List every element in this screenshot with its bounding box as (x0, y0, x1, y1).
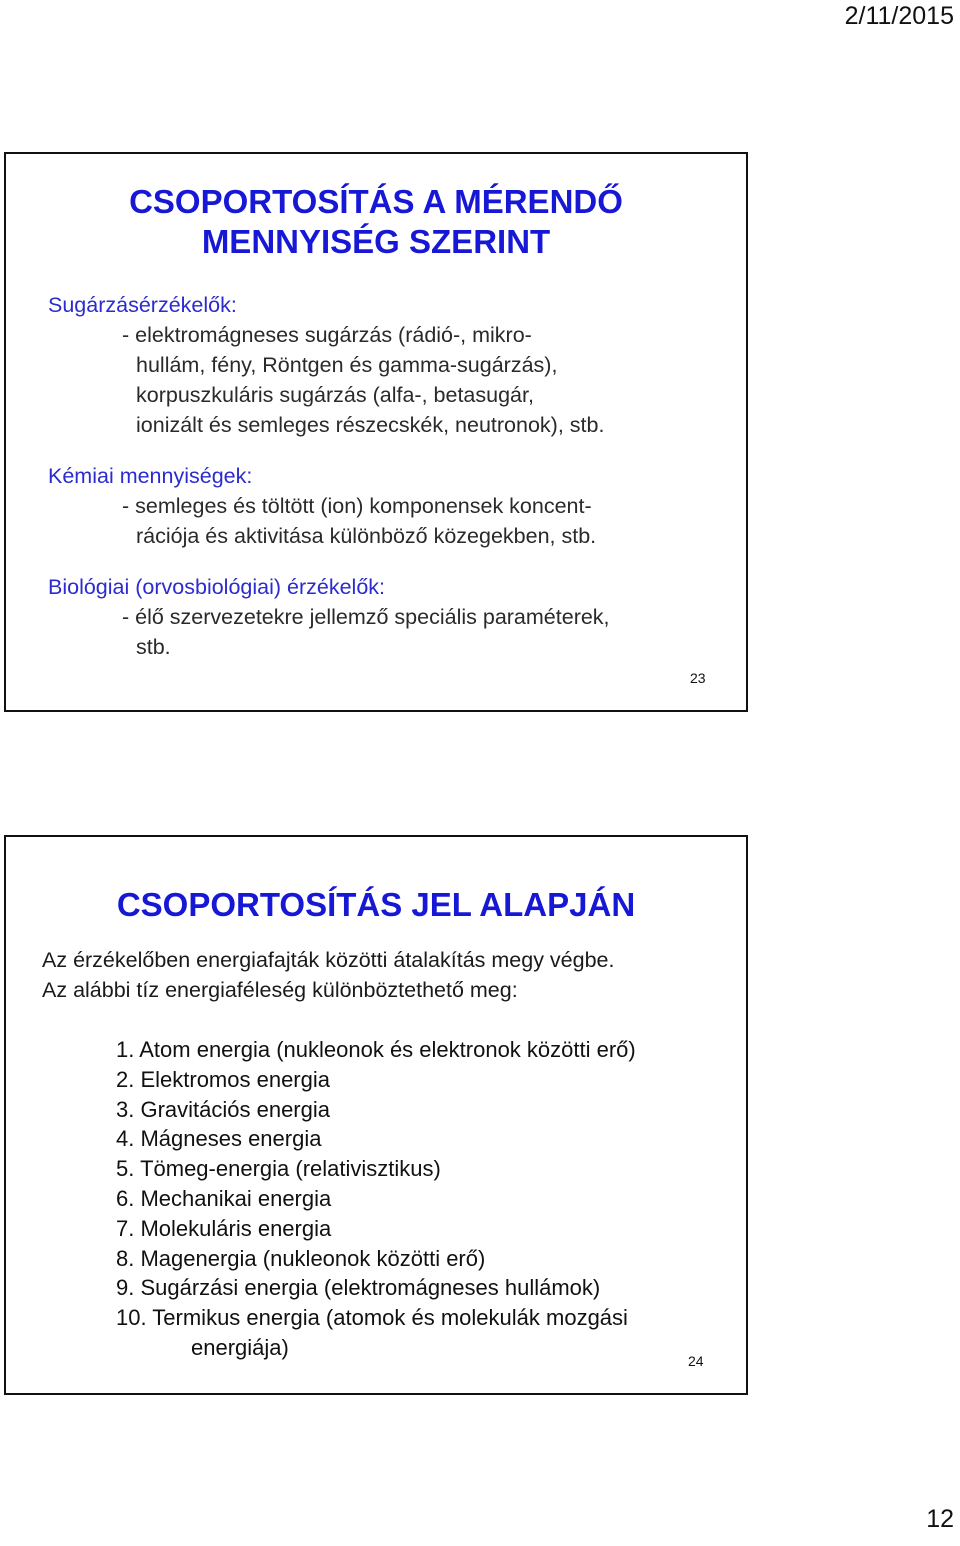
list-item: 5. Tömeg-energia (relativisztikus) (116, 1156, 441, 1182)
slide-title-line: CSOPORTOSÍTÁS A MÉRENDŐ (129, 183, 623, 220)
bullet-line: korpuszkuláris sugárzás (alfa-, betasugár, (136, 383, 534, 407)
bullet-line: stb. (136, 635, 171, 659)
section-heading: Sugárzásérzékelők: (48, 293, 237, 317)
list-item: 9. Sugárzási energia (elektromágneses hullámok) (116, 1275, 601, 1301)
section-heading: Biológiai (orvosbiológiai) érzékelők: (48, 575, 385, 599)
slide-title (6, 154, 746, 262)
list-item: 4. Mágneses energia (116, 1126, 322, 1152)
energy-type-list (116, 1035, 736, 1363)
slide-title-line: MENNYISÉG SZERINT (201, 223, 551, 260)
list-item: 1. Atom energia (nukleonok és elektronok közötti erő) (116, 1037, 636, 1062)
slide-title: CSOPORTOSÍTÁS JEL ALAPJÁN (116, 886, 636, 923)
list-item: 6. Mechanikai energia (116, 1185, 332, 1211)
intro-line: Az alábbi tíz energiaféleség különböztethető meg: (42, 978, 518, 1002)
bullet-line: - elektromágneses sugárzás (rádió-, mikro- (122, 323, 532, 347)
list-item: energiája) (191, 1334, 289, 1360)
bullet-line: rációja és aktivitása különböző közegekben, stb. (136, 524, 597, 548)
intro-line: Az érzékelőben energiafajták közötti átalakítás megy végbe. (42, 948, 615, 972)
slide-23 (4, 152, 748, 712)
section-heading: Kémiai mennyiségek: (48, 464, 253, 488)
slide-number: 24 (688, 1353, 704, 1369)
page-date: 2/11/2015 (844, 2, 954, 30)
list-item: 3. Gravitációs energia (116, 1096, 330, 1122)
slide-number: 23 (690, 670, 706, 686)
bullet-line: - semleges és töltött (ion) komponensek koncent- (122, 494, 592, 518)
bullet-line: - élő szervezetekre jellemző speciális paraméterek, (122, 605, 610, 629)
slide-intro (42, 945, 732, 1005)
page-number: 12 (926, 1505, 954, 1533)
slide-24 (4, 835, 748, 1395)
bullet-line: ionizált és semleges részecskék, neutronok), stb. (136, 413, 605, 437)
bullet-line: hullám, fény, Röntgen és gamma-sugárzás), (136, 353, 558, 377)
list-item: 10. Termikus energia (atomok és molekulák mozgási (116, 1305, 628, 1331)
list-item: 2. Elektromos energia (116, 1066, 330, 1092)
list-item: 8. Magenergia (nukleonok közötti erő) (116, 1245, 486, 1271)
list-item: 7. Molekuláris energia (116, 1215, 332, 1241)
slide-body (48, 290, 728, 662)
